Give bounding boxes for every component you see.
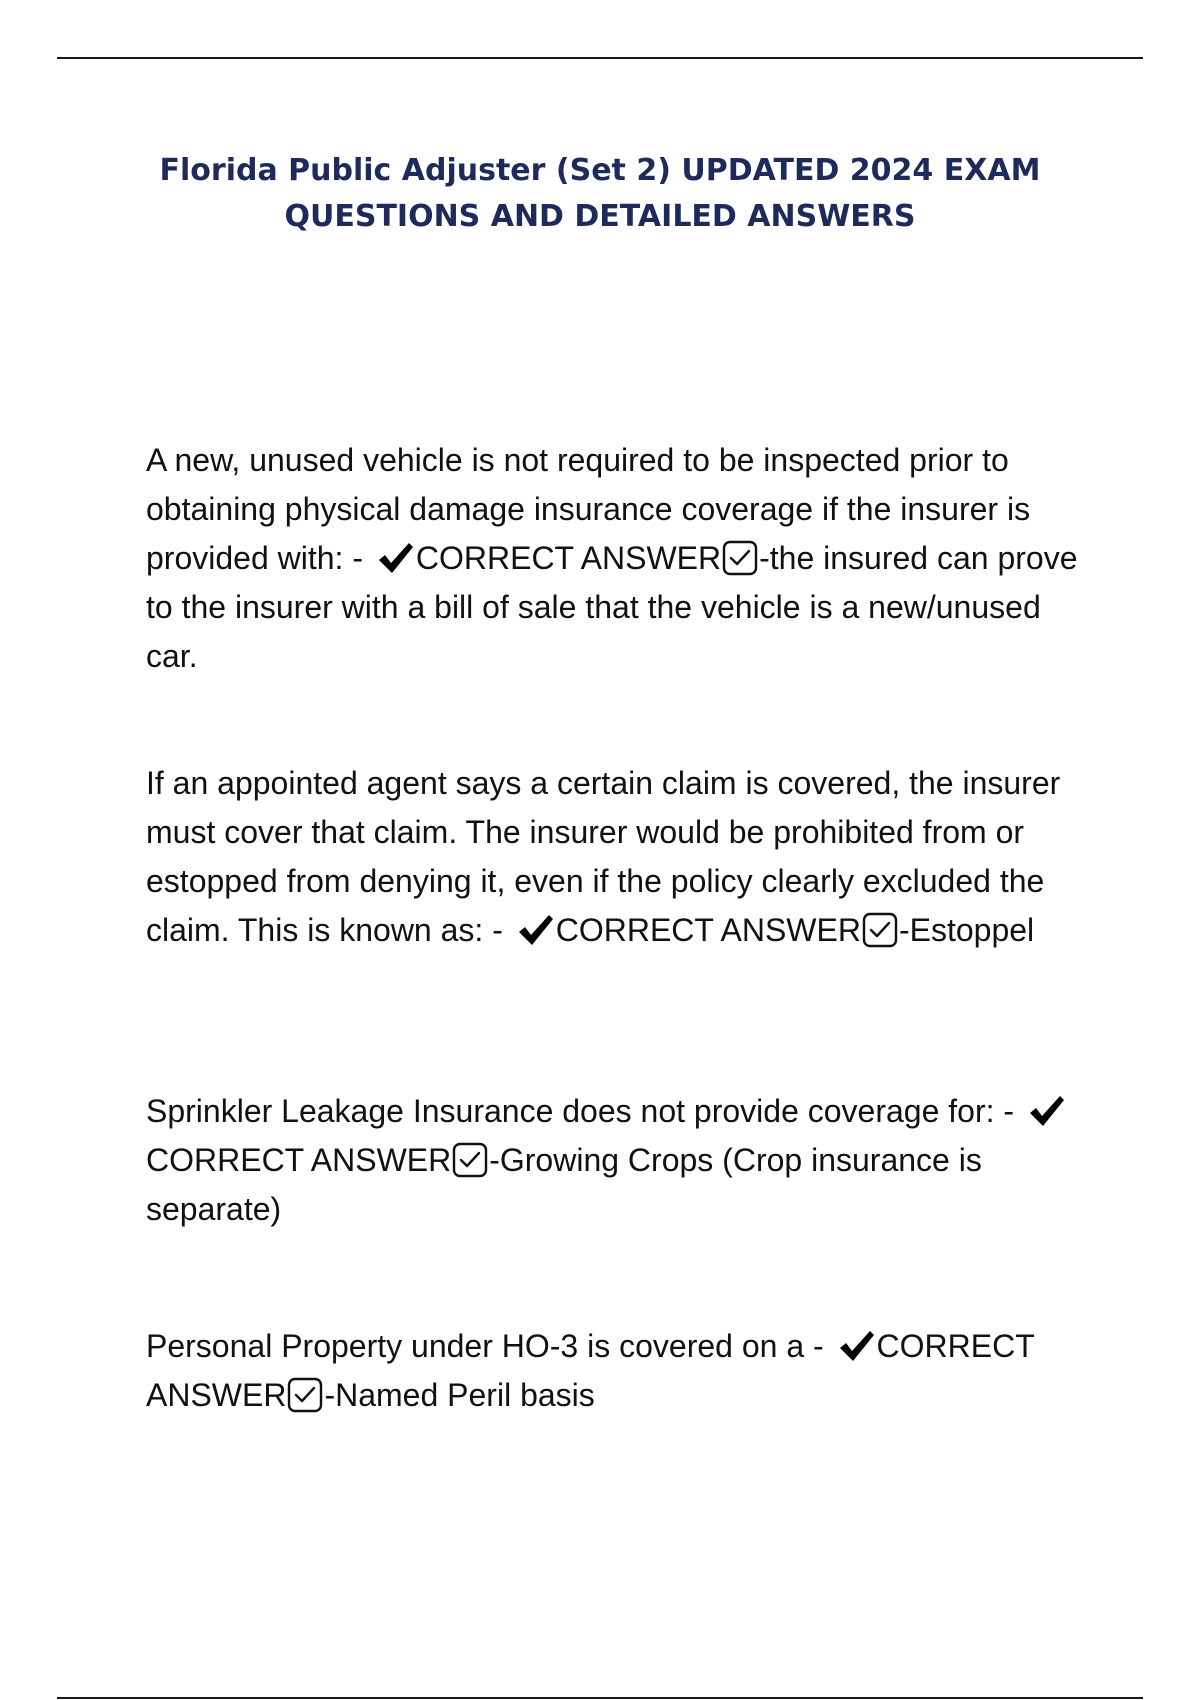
checked-box-icon <box>722 540 758 576</box>
answer-text: -Growing Crops (Crop insurance is separate) <box>146 1142 982 1227</box>
correct-answer-label: CORRECT ANSWER <box>555 912 861 948</box>
checked-box-icon <box>287 1377 323 1413</box>
answer-text: -the insured can prove to the insurer with a bill of sale that the vehicle is a new/unused car. <box>146 540 1078 674</box>
qa-item-3 <box>146 1087 1086 1234</box>
correct-answer-label: CORRECT ANSWER <box>415 540 722 576</box>
bottom-divider <box>57 1697 1143 1699</box>
check-mark-icon <box>837 1329 875 1363</box>
checked-box-icon <box>862 912 898 948</box>
check-mark-icon <box>516 913 554 947</box>
check-mark-icon <box>376 541 414 575</box>
question-text: Personal Property under HO-3 is covered on a - <box>146 1328 824 1364</box>
checked-box-icon <box>452 1142 488 1178</box>
qa-item-1 <box>146 436 1086 681</box>
question-text: Sprinkler Leakage Insurance does not provide coverage for: - <box>146 1093 1015 1129</box>
question-text: A new, unused vehicle is not required to be inspected prior to obtaining physical damage insurance coverage if the insurer is provided with: - <box>146 442 1031 576</box>
document-title: Florida Public Adjuster (Set 2) UPDATED 2024 EXAM QUESTIONS AND DETAILED ANSWERS <box>159 153 1041 234</box>
correct-answer-label: CORRECT ANSWER <box>146 1328 1035 1413</box>
check-mark-icon <box>1027 1094 1065 1128</box>
answer-text: -Estoppel <box>898 912 1035 948</box>
correct-answer-label: CORRECT ANSWER <box>146 1142 452 1178</box>
top-divider <box>57 57 1143 59</box>
question-text: If an appointed agent says a certain claim is covered, the insurer must cover that claim. The insurer would be prohibited from or estopped from denying it, even if the policy clearly excluded the claim. This is known as: - <box>146 765 1061 948</box>
qa-item-2 <box>146 759 1086 955</box>
qa-item-4 <box>146 1322 1086 1420</box>
answer-text: -Named Peril basis <box>324 1377 595 1413</box>
